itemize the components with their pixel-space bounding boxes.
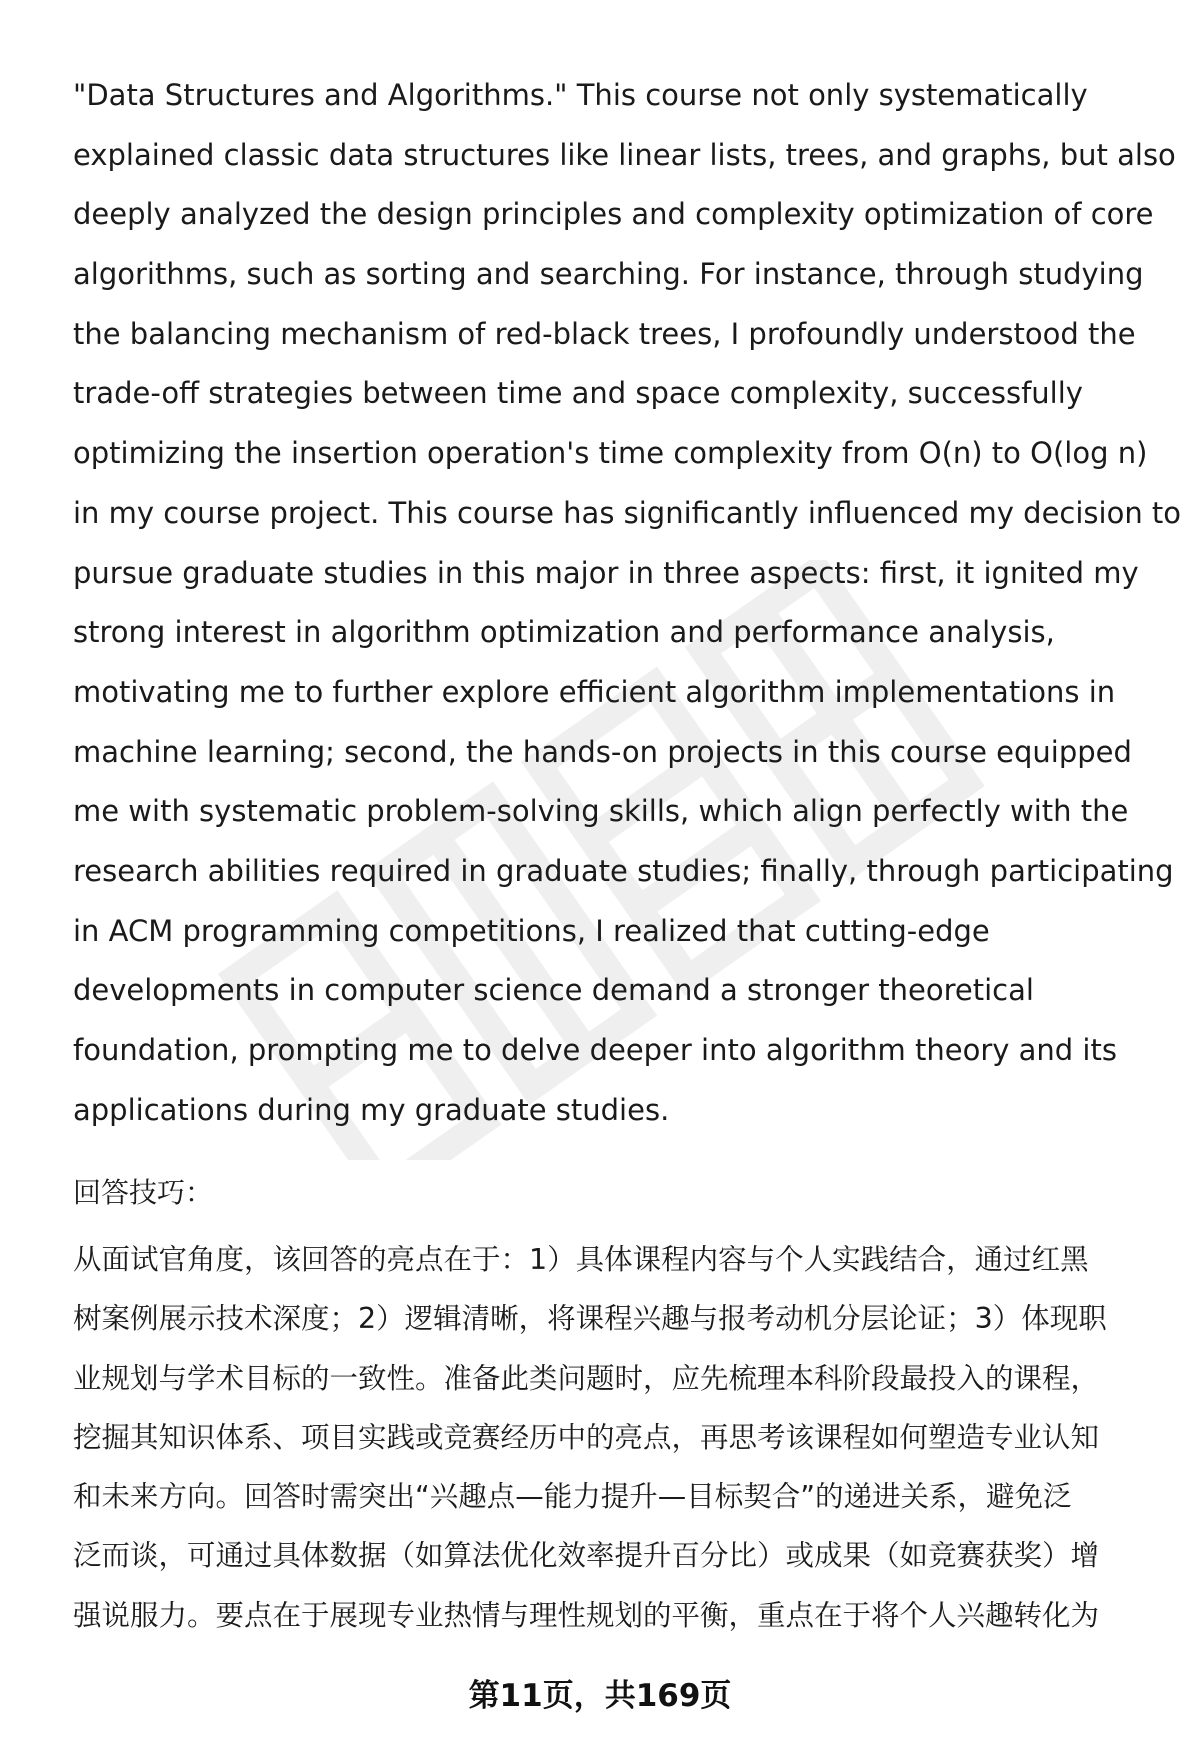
tips-line: 树案例展示技术深度；2）逻辑清晰，将课程兴趣与报考动机分层论证；3）体现职 <box>73 1302 1107 1336</box>
body-line: strong interest in algorithm optimization and performance analysis, <box>73 615 1055 650</box>
tips-line: 泛而谈，可通过具体数据（如算法优化效率提升百分比）或成果（如竞赛获奖）增 <box>73 1539 1100 1573</box>
body-line: foundation, prompting me to delve deeper into algorithm theory and its <box>73 1033 1117 1067</box>
tips-paragraph <box>73 1230 1153 1645</box>
body-line: research abilities required in graduate studies; finally, through participating <box>73 853 1174 888</box>
body-line: trade-off strategies between time and space complexity, successfully <box>73 376 1083 411</box>
body-line: in ACM programming competitions, I realized that cutting-edge <box>73 913 990 948</box>
body-paragraph <box>73 66 1182 1140</box>
body-line: deeply analyzed the design principles and complexity optimization of core <box>73 197 1154 232</box>
body-line: me with systematic problem-solving skills, which align perfectly with the <box>73 794 1129 829</box>
body-line: applications during my graduate studies. <box>73 1092 670 1127</box>
tips-line: 从面试官角度，该回答的亮点在于：1）具体课程内容与个人实践结合，通过红黑 <box>73 1243 1089 1276</box>
page-number: 第11页，共169页 <box>468 1678 732 1714</box>
tips-line: 业规划与学术目标的一致性。准备此类问题时，应先梳理本科阶段最投入的课程， <box>73 1361 1100 1395</box>
body-line: in my course project. This course has significantly influenced my decision to <box>73 495 1182 530</box>
tips-line: 挖掘其知识体系、项目实践或竞赛经历中的亮点，再思考该课程如何塑造专业认知 <box>73 1420 1100 1454</box>
body-line: "Data Structures and Algorithms." This course not only systematically <box>73 78 1088 112</box>
tips-line: 和未来方向。回答时需突出“兴趣点—能力提升—目标契合”的递进关系，避免泛 <box>73 1480 1072 1514</box>
tips-line: 强说服力。要点在于展现专业热情与理性规划的平衡，重点在于将个人兴趣转化为 <box>73 1598 1100 1632</box>
body-line: pursue graduate studies in this major in three aspects: first, it ignited my <box>73 555 1139 590</box>
body-line: optimizing the insertion operation's time complexity from O(n) to O(log n) <box>73 436 1148 471</box>
body-line: algorithms, such as sorting and searching. For instance, through studying <box>73 257 1144 292</box>
body-line: motivating me to further explore efficient algorithm implementations in <box>73 674 1116 709</box>
tips-heading: 回答技巧： <box>73 1176 214 1209</box>
body-line: the balancing mechanism of red-black trees, I profoundly understood the <box>73 316 1136 351</box>
body-line: machine learning; second, the hands-on projects in this course equipped <box>73 734 1132 769</box>
body-line: developments in computer science demand a stronger theoretical <box>73 973 1034 1008</box>
body-line: explained classic data structures like linear lists, trees, and graphs, but also <box>73 137 1176 172</box>
